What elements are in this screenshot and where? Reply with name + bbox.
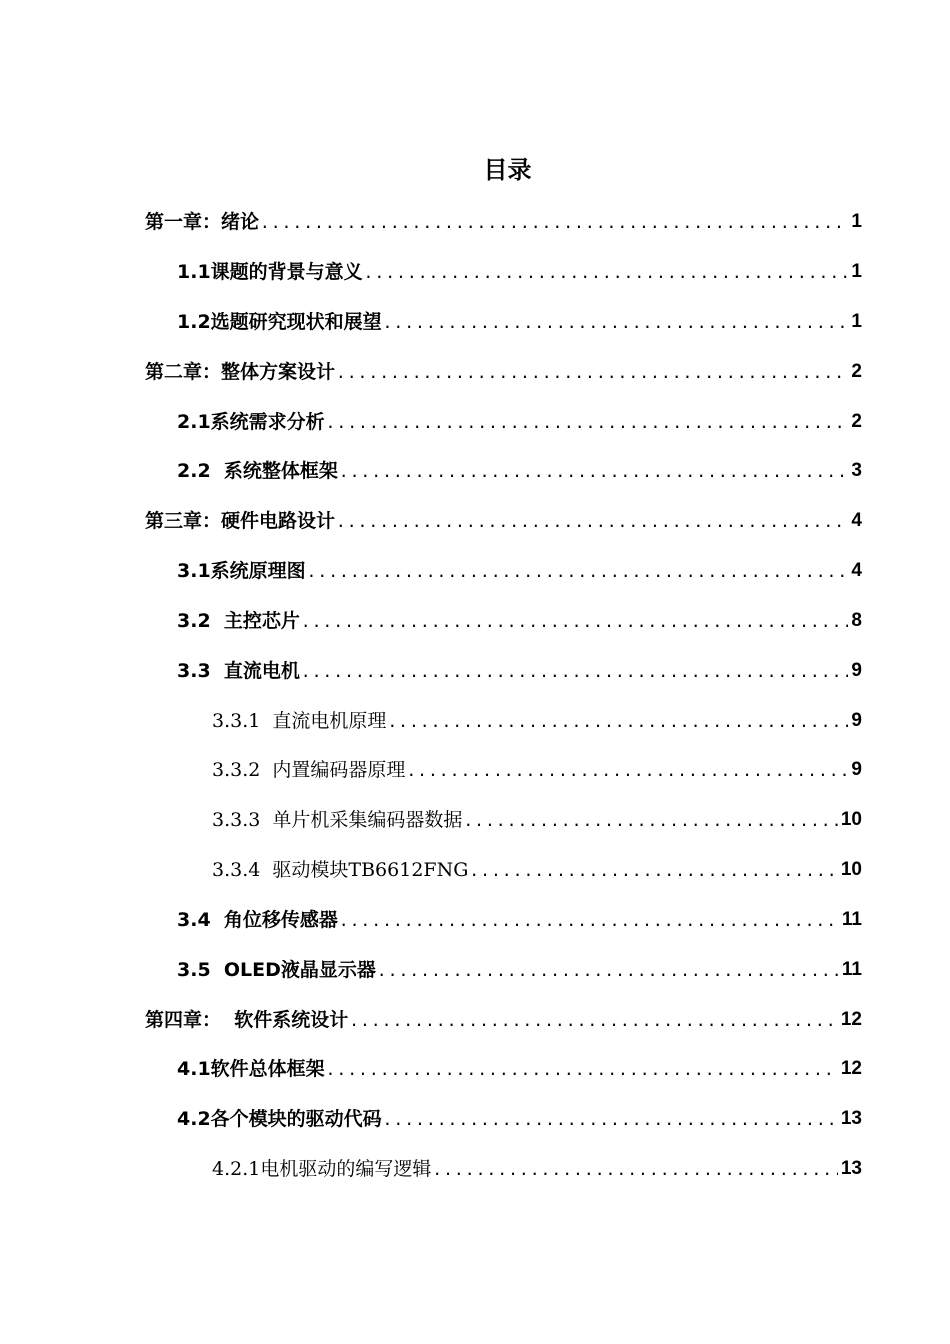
toc-dot-leader <box>383 312 849 334</box>
toc-dot-leader <box>469 860 837 882</box>
toc-page-number: 11 <box>841 959 862 980</box>
toc-page-number: 1 <box>851 261 862 282</box>
toc-entry-label: 3.5 OLED液晶显示器 <box>177 959 376 981</box>
toc-page-number: 12 <box>840 1009 862 1030</box>
toc-page-number: 10 <box>840 809 862 830</box>
toc-dot-leader <box>301 611 849 633</box>
toc-page-number: 13 <box>840 1158 862 1179</box>
toc-entry[interactable] <box>212 852 862 882</box>
toc-page-number: 9 <box>851 759 862 780</box>
toc-entry-label: 3.3 直流电机 <box>177 660 300 682</box>
toc-entry-label: 3.1系统原理图 <box>177 560 306 582</box>
toc-entry[interactable] <box>145 354 862 384</box>
page-title: 目录 <box>483 156 532 184</box>
toc-dot-leader <box>463 810 837 832</box>
toc-page-number: 11 <box>841 909 862 930</box>
toc-entry-label: 第三章：硬件电路设计 <box>145 510 336 532</box>
toc-dot-leader <box>377 960 839 982</box>
toc-dot-leader <box>349 1010 838 1032</box>
toc-page-number: 1 <box>851 311 862 332</box>
toc-entry[interactable] <box>177 952 862 982</box>
toc-dot-leader <box>326 1059 838 1081</box>
toc-entry[interactable] <box>212 752 862 782</box>
toc-dot-leader <box>406 760 848 782</box>
toc-entry[interactable] <box>145 204 862 234</box>
toc-entry[interactable] <box>177 653 862 683</box>
toc-page-number: 12 <box>840 1058 862 1079</box>
toc-dot-leader <box>336 511 848 533</box>
toc-entry[interactable] <box>177 453 862 483</box>
toc-page-number: 9 <box>851 710 862 731</box>
toc-entry[interactable] <box>177 1101 862 1131</box>
toc-entry-label: 2.1系统需求分析 <box>177 411 325 433</box>
toc-page-number: 10 <box>840 859 862 880</box>
toc-entry-label: 3.3.2 内置编码器原理 <box>212 759 406 781</box>
toc-entry-label: 4.1软件总体框架 <box>177 1058 325 1080</box>
toc-page-number: 8 <box>851 610 862 631</box>
toc-page-number: 2 <box>851 361 862 382</box>
toc-page-number: 3 <box>851 460 862 481</box>
toc-dot-leader <box>336 362 848 384</box>
toc-entry[interactable] <box>177 304 862 334</box>
toc-entry-label: 3.3.1 直流电机原理 <box>212 710 387 732</box>
toc-entry[interactable] <box>177 254 862 284</box>
toc-entry-label: 1.2选题研究现状和展望 <box>177 311 382 333</box>
toc-entry-label: 3.2 主控芯片 <box>177 610 300 632</box>
toc-entry[interactable] <box>177 902 862 932</box>
toc-entry-label: 第一章：绪论 <box>145 211 260 233</box>
toc-dot-leader <box>307 561 849 583</box>
toc-dot-leader <box>364 262 849 284</box>
toc-dot-leader <box>339 461 849 483</box>
toc-entry-label: 第四章： 软件系统设计 <box>145 1009 349 1031</box>
toc-entry-label: 1.1课题的背景与意义 <box>177 261 363 283</box>
toc-entry[interactable] <box>177 603 862 633</box>
toc-entry[interactable] <box>177 404 862 434</box>
toc-entry[interactable] <box>212 1151 862 1181</box>
toc-dot-leader <box>260 212 848 234</box>
toc-page-number: 4 <box>851 560 862 581</box>
toc-entry-label: 第二章：整体方案设计 <box>145 361 336 383</box>
toc-entry-label: 3.3.4 驱动模块TB6612FNG <box>212 859 469 881</box>
toc-entry[interactable] <box>145 1002 862 1032</box>
toc-page-number: 13 <box>840 1108 862 1129</box>
toc-dot-leader <box>432 1159 838 1181</box>
toc-page-number: 4 <box>851 510 862 531</box>
toc-page-number: 1 <box>851 211 862 232</box>
toc-entry-label: 3.3.3 单片机采集编码器数据 <box>212 809 463 831</box>
toc-dot-leader <box>339 910 839 932</box>
toc-entry[interactable] <box>212 703 862 733</box>
toc-dot-leader <box>326 412 849 434</box>
toc-entry[interactable] <box>145 503 862 533</box>
toc-entry-label: 4.2各个模块的驱动代码 <box>177 1108 382 1130</box>
toc-entry[interactable] <box>177 1051 862 1081</box>
toc-dot-leader <box>301 661 849 683</box>
toc-entry[interactable] <box>212 802 862 832</box>
toc-dot-leader <box>387 711 848 733</box>
toc-entry-label: 2.2 系统整体框架 <box>177 460 338 482</box>
toc-page-number: 9 <box>851 660 862 681</box>
toc-page-number: 2 <box>851 411 862 432</box>
toc-dot-leader <box>383 1109 838 1131</box>
toc-entry-label: 4.2.1电机驱动的编写逻辑 <box>212 1158 432 1180</box>
toc-entry[interactable] <box>177 553 862 583</box>
toc-entry-label: 3.4 角位移传感器 <box>177 909 338 931</box>
